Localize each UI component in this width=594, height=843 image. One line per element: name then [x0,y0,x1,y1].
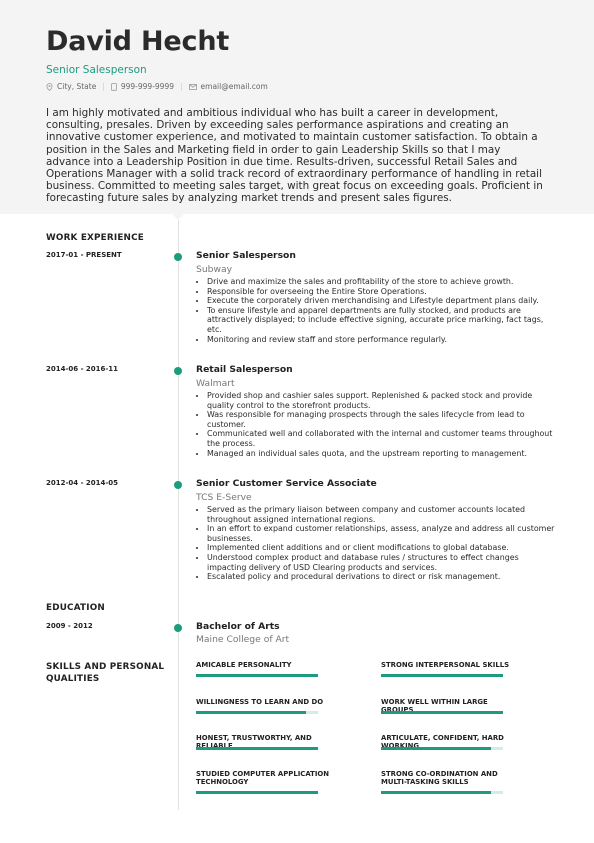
skill-item [196,661,336,669]
education-school: Maine College of Art [196,634,290,645]
job-employer: Walmart [196,378,235,389]
skill-name: STUDIED COMPUTER APPLICATION TECHNOLOGY [196,770,330,787]
job-employer: TCS E-Serve [196,492,252,503]
skill-item [196,770,336,787]
timeline-dot [174,624,182,632]
skill-item [381,734,521,751]
job-bullet: • Was responsible for managing prospects through the sales lifecycle from lead to customer. [207,410,557,429]
job-dates: 2017-01 - PRESENT [46,251,122,259]
education-dates: 2009 - 2012 [46,622,93,630]
skill-name: HONEST, TRUSTWORTHY, AND [196,734,312,742]
skill-bar [196,711,318,714]
job-bullet: • Implemented client additions and or client modifications to global database. [207,543,557,553]
job-bullet: • Execute the corporately driven merchandising and Lifestyle department plans daily. [207,296,557,306]
skill-bar-fill [196,791,318,794]
skill-bar-fill [196,711,306,714]
job-bullet: • In an effort to expand customer relationships, assess, analyze and address all customer businesses. [207,524,557,543]
contact-separator: | [180,82,183,91]
timeline-line [178,220,179,810]
job-bullets [196,391,557,458]
job-employer: Subway [196,264,233,275]
skill-item [381,661,521,669]
contact-email[interactable]: email@email.com [200,82,268,91]
skill-bar [196,674,318,677]
skill-item [381,770,521,787]
job-title: Senior Salesperson [196,250,296,261]
skill-name: AMICABLE PERSONALITY [196,661,292,669]
skill-bar-fill [381,711,503,714]
skill-bar [381,711,503,714]
skill-bar [381,747,503,750]
skill-item [381,698,521,715]
job-bullet: • To ensure lifestyle and apparel departments are fully stocked, and products are attractively displayed; to include effective signing, accurate price marking, fact tags, etc. [207,306,557,335]
skill-item [196,698,336,706]
skill-bar [196,791,318,794]
education-heading: EDUCATION [46,603,105,613]
job-bullet: • Served as the primary liaison between company and customer accounts located throughout assigned international regions. [207,505,557,524]
skill-bar [381,791,503,794]
job-bullet: • Drive and maximize the sales and profitability of the store to achieve growth. [207,277,557,287]
profile-summary: I am highly motivated and ambitious individual who has built a career in development, consulting, presales. Driven by exceeding sales performance aspirations and creating an innovative customer experience, and motivated to maintain customer satisfaction. To obtain a position in the Sales and Marketing field in order to gain Leadership Skills so that I may advance into a Leadership Position in due time. Results-driven, successful Retail Sales and Operations Manager with a solid track record of extraordinary performance of handling in retail business. Committed to meeting sales target, with great focus on exceeding goals. Proficient in forecasting future sales by analyzing market trends and present sales figures. [46,107,543,205]
job-title: Retail Salesperson [196,364,293,375]
timeline-dot [174,367,182,375]
phone-icon [111,83,117,91]
job-bullet: • Monitoring and review staff and store performance regularly. [207,335,557,345]
job-title: Senior Customer Service Associate [196,478,377,489]
contact-line [46,82,268,91]
skill-name: ARTICULATE, CONFIDENT, HARD [381,734,504,742]
location-pin-icon [46,83,53,91]
skill-bar-fill [381,747,491,750]
skill-bar [196,747,318,750]
timeline-dot [174,253,182,261]
skill-bar-fill [196,674,318,677]
contact-location: City, State [57,82,97,91]
timeline-dot [174,481,182,489]
contact-phone[interactable]: 999-999-9999 [120,82,174,91]
skills-heading: SKILLS AND PERSONAL QUALITIES [46,662,165,684]
job-bullet: • Escalated policy and procedural derivations to direct or risk management. [207,572,557,582]
skill-bar-fill [196,747,318,750]
job-bullets [196,277,557,344]
skill-bar-fill [381,674,503,677]
skill-item [196,734,336,751]
job-bullets [196,505,557,582]
job-dates: 2012-04 - 2014-05 [46,479,119,487]
candidate-title: Senior Salesperson [46,64,147,76]
job-bullet: • Responsible for overseeing the Entire Store Operations. [207,287,557,297]
skill-name: WORK WELL WITHIN LARGE [381,698,488,706]
skill-name: STRONG INTERPERSONAL SKILLS [381,661,510,669]
education-degree: Bachelor of Arts [196,621,280,632]
work-experience-heading: WORK EXPERIENCE [46,233,144,243]
skill-name: STRONG CO-ORDINATION AND MULTI-TASKING SKILLS [381,770,498,787]
skill-bar-fill [381,791,491,794]
job-dates: 2014-06 - 2016-11 [46,365,119,373]
email-icon [189,84,197,90]
skill-name: WILLINGNESS TO LEARN AND DO [196,698,324,706]
job-bullet: • Communicated well and collaborated with the internal and customer teams throughout the process. [207,429,557,448]
job-bullet: • Understood complex product and database rules / structures to effect changes impacting delivery of USD Clearing products and services. [207,553,557,572]
job-bullet: • Managed an individual sales quota, and the upstream reporting to management. [207,449,557,459]
candidate-name: David Hecht [46,26,230,57]
contact-separator: | [102,82,105,91]
skill-bar [381,674,503,677]
job-bullet: • Provided shop and cashier sales support. Replenished & packed stock and provide quality control to the storefront products. [207,391,557,410]
